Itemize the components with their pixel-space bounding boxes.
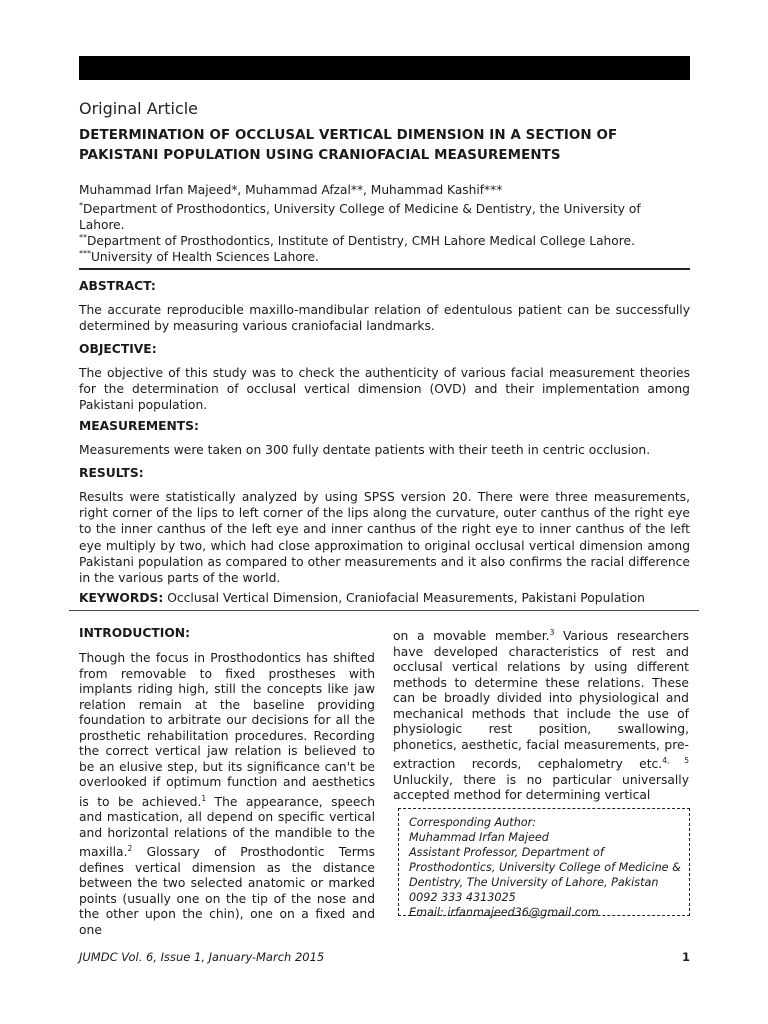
corresponding-author-box: [398, 808, 690, 919]
abstract-text: The accurate reproducible maxillo-mandibular relation of edentulous patient can be successfully determined by measuring various craniofacial landmarks.: [79, 303, 690, 334]
measurements-text: Measurements were taken on 300 fully dentate patients with their teeth in centric occlusion.: [79, 443, 651, 457]
objective-text: The objective of this study was to check the authenticity of various facial measurement theories for the determination of occlusal vertical dimension (OVD) and their implementation among Pakistani population.: [79, 366, 690, 413]
divider-bottom: [69, 610, 699, 611]
introduction-heading: INTRODUCTION:: [79, 626, 191, 640]
article-type: Original Article: [79, 99, 199, 118]
corr-line: 0092 333 4313025: [409, 891, 516, 904]
column-right: [393, 625, 689, 804]
objective-heading: OBJECTIVE:: [79, 342, 157, 356]
keywords-label: KEYWORDS:: [79, 591, 164, 605]
introduction-continued: on a movable member.$^3$ Various researchers have developed characteristics of rest and occlusal vertical relations by using different methods to determine these relations. These can be broadly divided into physiological and mechanical methods that include the use of physiologic rest position, swallowing, phonetics, aesthetic, facial measurements, pre-extraction records, cephalometry etc.$^{4, 5}$ Unluckily, there is no particular universally accepted method for determining vertical: [393, 628, 690, 803]
corr-email: Email: irfanmajeed36@gmail.com: [409, 906, 599, 919]
results-heading: RESULTS:: [79, 466, 144, 480]
affiliation-3: ***University of Health Sciences Lahore.: [79, 249, 319, 265]
header-bar: [79, 56, 690, 80]
abstract-section: [79, 278, 690, 334]
introduction-text: Though the focus in Prosthodontics has shifted from removable to fixed prostheses with implants riding high, still the concepts like jaw relation remain at the baseline providing foundation to arbitrate our decisions for all the prosthetic rehabilitation procedures. Recording the correct vertical jaw relation is believed to be an elusive step, but its significance can't be overlooked if optimum function and aesthetics is to be achieved.$^1$ The appearance, speech and mastication, all depend on specific vertical and horizontal relations of the mandible to the maxilla.$^2$ Glossary of Prosthodontic Terms defines vertical dimension as the distance between the two selected anatomic or marked points (usually one on the tip of the nose and the other upon the chin), one on a fixed and one: [79, 651, 375, 937]
keywords: [79, 590, 690, 606]
results-section: [79, 465, 690, 586]
authors: Muhammad Irfan Majeed*, Muhammad Afzal**, Muhammad Kashif***: [79, 183, 503, 197]
page-number: 1: [682, 950, 691, 964]
column-left: [79, 625, 375, 938]
corr-line: Prosthodontics, University College of Medicine &: [409, 861, 681, 874]
measurements-section: [79, 418, 690, 458]
abstract-heading: ABSTRACT:: [79, 279, 156, 293]
affiliation-2: **Department of Prosthodontics, Institute of Dentistry, CMH Lahore Medical College Lahore.: [79, 233, 635, 249]
affiliation-1: *Department of Prosthodontics, University College of Medicine & Dentistry, the University of Lahore.: [79, 201, 641, 233]
corr-line: Dentistry, The University of Lahore, Pakistan: [409, 876, 659, 889]
keywords-text: Occlusal Vertical Dimension, Craniofacial Measurements, Pakistani Population: [167, 591, 645, 605]
corr-line: Corresponding Author:: [409, 816, 536, 829]
measurements-heading: MEASUREMENTS:: [79, 419, 199, 433]
corr-line: Muhammad Irfan Majeed: [409, 831, 549, 844]
results-text: Results were statistically analyzed by using SPSS version 20. There were three measurements, right corner of the lips to left corner of the lips along the curvature, outer canthus of the right eye to the inner canthus of the left eye and inner canthus of the right eye to inner canthus of the left eye multiply by two, which had close approximation to original occlusal vertical dimension among Pakistani population as compared to other measurements and it also confirms the racial difference in the various parts of the world.: [79, 490, 690, 586]
paper-title: DETERMINATION OF OCCLUSAL VERTICAL DIMENSION IN A SECTION OF PAKISTANI POPULATION USING CRANIOFACIAL MEASUREMENTS: [79, 128, 618, 163]
journal-footer: JUMDC Vol. 6, Issue 1, January-March 2015: [79, 950, 325, 964]
divider-top: [79, 268, 690, 270]
corr-line: Assistant Professor, Department of: [409, 846, 604, 859]
objective-section: [79, 341, 690, 414]
